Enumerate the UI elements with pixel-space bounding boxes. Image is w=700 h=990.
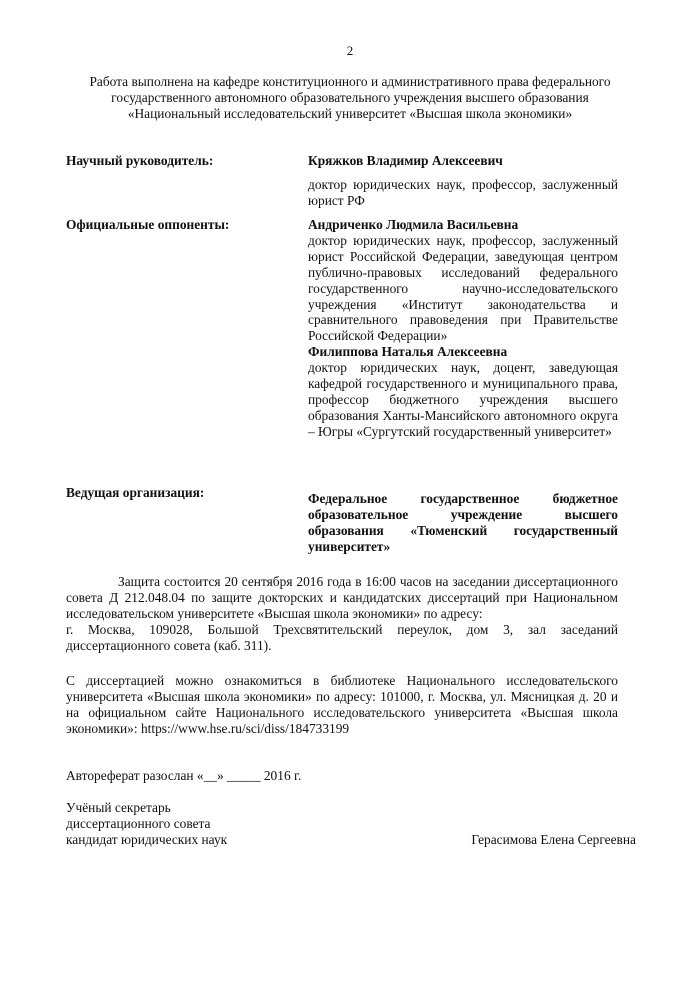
supervisor-label: Научный руководитель: xyxy=(66,153,214,168)
secretary-title: Учёный секретарь xyxy=(66,800,171,815)
intro-paragraph: Работа выполнена на кафедре конституционного и административного права федерального государственного автономного образовательного учреждения высшего образования «Национальный исследовательский университет «Высшая школа экономики» xyxy=(89,74,611,121)
opponent-details: доктор юридических наук, профессор, заслуженный юрист Российской Федерации, заведующая центром публично-правовых исследований федерального государственного научно-исследовательского учреждения «Институт законодательства и сравнительного правоведения при Правительстве Российской Федерации» xyxy=(308,232,618,344)
defense-address: г. Москва, 109028, Большой Трехсвятительский переулок, дом 3, зал заседаний диссертационного совета (каб. 311). xyxy=(66,622,618,653)
opponent-details: доктор юридических наук, доцент, заведующая кафедрой государственного и муниципального права, профессор бюджетного учреждения высшего образования Ханты-Мансийского автономного округа – Югры «Сургутский государственный университет» xyxy=(308,360,618,439)
supervisor-content xyxy=(308,153,618,209)
opponent-name: Андриченко Людмила Васильевна xyxy=(308,217,519,232)
defense-paragraph: Защита состоится 20 сентября 2016 года в 16:00 часов на заседании диссертационного совета Д 212.048.04 по защите докторских и кандидатских диссертаций при Национальном исследовательском университете «Высшая школа экономики» по адресу: xyxy=(66,574,618,621)
lead-organization-content xyxy=(308,491,618,555)
lead-organization-text: Федеральное государственное бюджетное образовательное учреждение высшего образования «Тюменский государственный университет» xyxy=(308,491,618,554)
lead-organization-label: Ведущая организация: xyxy=(66,485,205,500)
opponents-label: Официальные оппоненты: xyxy=(66,217,230,232)
secretary-council: диссертационного совета xyxy=(66,815,211,831)
secretary-signature-block xyxy=(66,800,636,848)
abstract-sent-line: Автореферат разослан «__» _____ 2016 г. xyxy=(66,768,302,783)
page-number: 2 xyxy=(346,43,354,58)
opponent-name: Филиппова Наталья Алексеевна xyxy=(308,344,508,360)
supervisor-details: доктор юридических наук, профессор, заслуженный юрист РФ xyxy=(308,176,618,208)
opponents-content xyxy=(308,217,618,440)
secretary-degree: кандидат юридических наук xyxy=(66,831,228,847)
secretary-name: Герасимова Елена Сергеевна xyxy=(471,831,636,847)
library-paragraph: С диссертацией можно ознакомиться в библиотеке Национального исследовательского университета «Высшая школа экономики» по адресу: 101000, г. Москва, ул. Мясницкая д. 20 и на официальном сайте Национального исследовательского университета «Высшая школа экономики»: https://www.hse.ru/sci/diss/184733199 xyxy=(66,673,618,736)
supervisor-name: Кряжков Владимир Алексеевич xyxy=(308,153,503,168)
